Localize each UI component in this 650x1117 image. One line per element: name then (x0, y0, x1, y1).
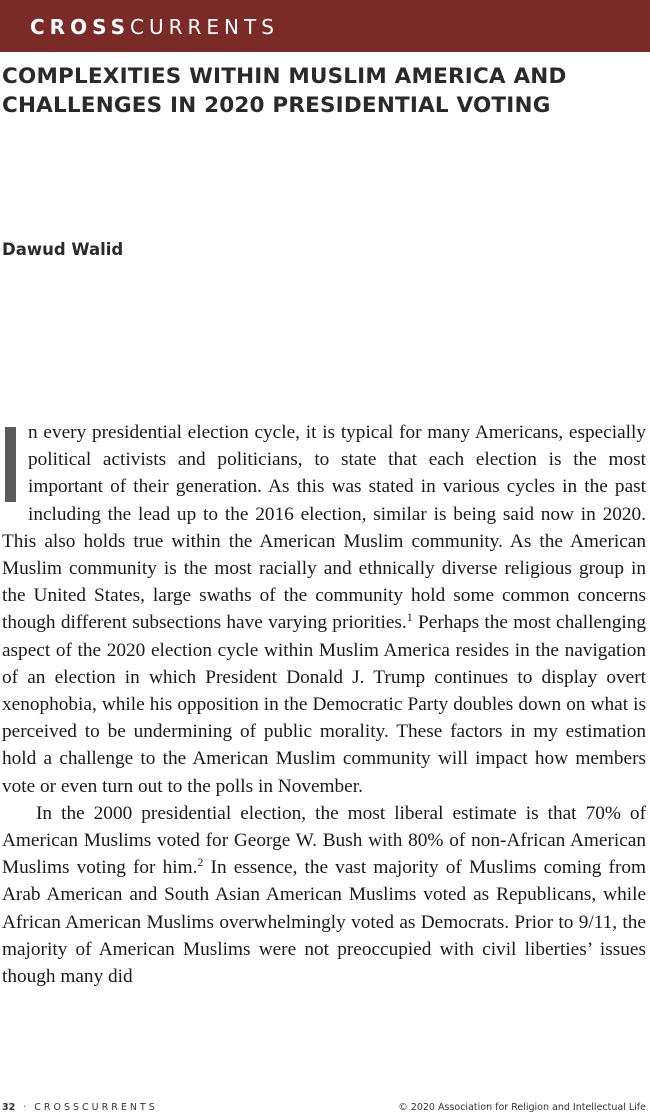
paragraph-1-text-b: Perhaps the most challenging aspect of the 2020 election cycle within Muslim America resides in the navigation of an election in which President Donald J. Trump continues to display overt xenophobia, while his opposition in the Democratic Party doubles down on what is perceived to be undermining of public morality. These factors in my estimation hold a challenge to the American Muslim community will impact how members vote or even turn out to the polls in November. (2, 612, 646, 797)
footnote-ref-1[interactable]: 1 (406, 610, 413, 625)
paragraph-2 (2, 800, 646, 990)
journal-name-light: CURRENTS (130, 15, 279, 39)
journal-name-bold: CROSS (30, 15, 130, 39)
copyright-notice: © 2020 Association for Religion and Intellectual Life (398, 1102, 646, 1113)
page-number: 32 (2, 1102, 16, 1113)
page-footer-left (2, 1102, 158, 1114)
journal-name (30, 13, 279, 41)
footer-journal-name: CROSSCURRENTS (34, 1102, 158, 1113)
footer-separator: · (23, 1102, 27, 1113)
article-title: COMPLEXITIES WITHIN MUSLIM AMERICA AND CHALLENGES IN 2020 PRESIDENTIAL VOTING (2, 64, 567, 118)
article-body (2, 419, 646, 990)
journal-header-bar (0, 0, 650, 52)
footnote-ref-2[interactable]: 2 (197, 855, 204, 870)
paragraph-1-text-a: n every presidential election cycle, it is typical for many Americans, especially political activists and politicians, to state that each election is the most important of their generation. As this was stated in various cycles in the past including the lead up to the 2016 election, similar is being said now in 2020. This also holds true within the American Muslim community. As the American Muslim community is the most racially and ethnically diverse religious group in the United States, large swaths of the community hold some common concerns though different subsections have varying priorities. (2, 422, 646, 634)
paragraph-2-text-a: In the 2000 presidential election, the most liberal estimate is that 70% of American Muslims voted for George W. Bush with 80% of non-African American Muslims voting for him. (2, 802, 646, 879)
drop-cap-initial (5, 427, 16, 502)
article-author: Dawud Walid (2, 240, 124, 259)
paragraph-1 (2, 419, 646, 800)
paragraph-2-text-b: In essence, the vast majority of Muslims coming from Arab American and South Asian American Muslims voted as Republicans, while African American Muslims overwhelmingly voted as Democrats. Prior to 9/11, the majority of American Muslims were not preoccupied with civil liberties’ issues though many did (2, 857, 647, 988)
